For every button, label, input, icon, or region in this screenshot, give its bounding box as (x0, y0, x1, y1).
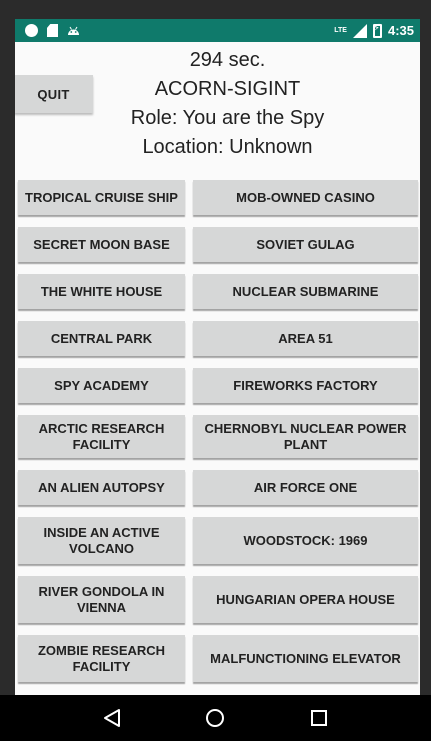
location-button[interactable]: CHERNOBYL NUCLEAR POWER PLANT (193, 415, 418, 458)
location-button[interactable]: WOODSTOCK: 1969 (193, 517, 418, 564)
location-button[interactable]: HUNGARIAN OPERA HOUSE (193, 576, 418, 623)
location-text: Location: Unknown (142, 136, 313, 158)
location-button[interactable]: NUCLEAR SUBMARINE (193, 274, 418, 309)
location-button[interactable]: TROPICAL CRUISE SHIP (18, 180, 185, 215)
location-button[interactable]: INSIDE AN ACTIVE VOLCANO (18, 517, 185, 564)
code-name-text: ACORN-SIGINT (154, 78, 301, 100)
location-button[interactable]: MALFUNCTIONING ELEVATOR (193, 635, 418, 682)
network-type-label: LTE (334, 27, 347, 34)
sd-card-icon (47, 24, 58, 37)
android-icon (67, 25, 80, 36)
recents-square-icon (310, 709, 328, 727)
battery-charging-icon (373, 24, 382, 38)
location-button[interactable]: ZOMBIE RESEARCH FACILITY (18, 635, 185, 682)
location-button[interactable]: FIREWORKS FACTORY (193, 368, 418, 403)
app-screen (15, 19, 420, 695)
location-button[interactable]: AN ALIEN AUTOPSY (18, 470, 185, 505)
signal-icon (353, 24, 367, 38)
back-triangle-icon (103, 708, 121, 728)
game-header (15, 42, 420, 180)
quit-button[interactable]: QUIT (15, 75, 93, 113)
clock: 4:35 (387, 23, 414, 38)
location-button[interactable]: THE WHITE HOUSE (18, 274, 185, 309)
timer-text: 294 sec. (189, 49, 266, 71)
location-button[interactable]: CENTRAL PARK (18, 321, 185, 356)
game-info (15, 46, 420, 162)
location-button[interactable]: ARCTIC RESEARCH FACILITY (18, 415, 185, 458)
back-button[interactable] (101, 707, 123, 729)
role-text: Role: You are the Spy (130, 107, 325, 129)
location-button[interactable]: SPY ACADEMY (18, 368, 185, 403)
location-button[interactable]: SECRET MOON BASE (18, 227, 185, 262)
location-button[interactable]: AREA 51 (193, 321, 418, 356)
location-button[interactable]: RIVER GONDOLA IN VIENNA (18, 576, 185, 623)
home-button[interactable] (204, 707, 226, 729)
location-button[interactable]: SOVIET GULAG (193, 227, 418, 262)
location-button[interactable]: AIR FORCE ONE (193, 470, 418, 505)
notification-dot-icon (25, 24, 38, 37)
locations-grid (18, 180, 418, 694)
status-bar (15, 19, 420, 42)
recents-button[interactable] (308, 707, 330, 729)
home-circle-icon (205, 708, 225, 728)
navigation-bar (0, 695, 431, 741)
location-button[interactable]: MOB-OWNED CASINO (193, 180, 418, 215)
